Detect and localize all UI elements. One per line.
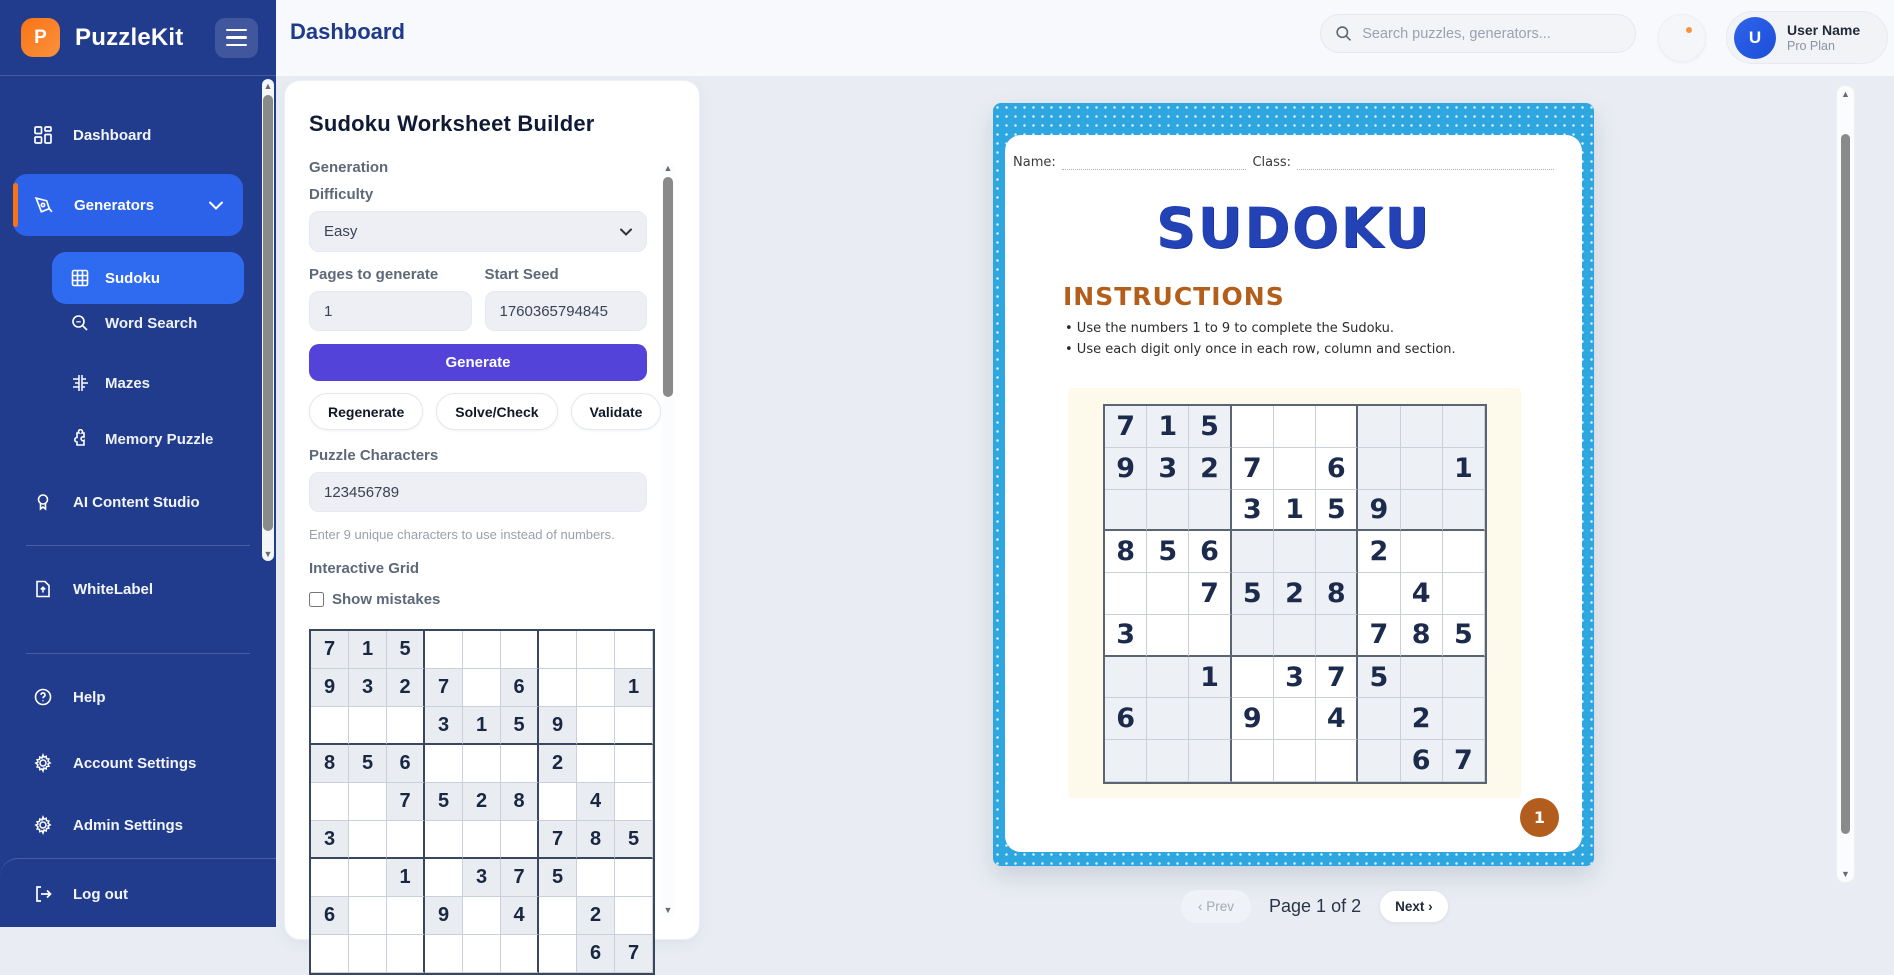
sidebar-item-dashboard[interactable]: [0, 116, 276, 154]
scroll-down-arrow[interactable]: ▼: [262, 549, 274, 559]
preview-sudoku-cell: [1274, 615, 1316, 657]
gear-icon: [33, 753, 53, 773]
preview-sudoku-cell: [1443, 573, 1485, 615]
preview-sudoku-cell: [1147, 740, 1189, 782]
preview-sudoku-cell: [1358, 698, 1400, 740]
sudoku-cell[interactable]: [349, 821, 387, 859]
sudoku-cell[interactable]: 7: [539, 821, 577, 859]
name-line: [1062, 156, 1247, 170]
sudoku-cell[interactable]: 1: [387, 859, 425, 897]
class-label: Class:: [1252, 155, 1291, 170]
preview-sudoku-cell: [1358, 573, 1400, 615]
preview-sudoku-cell: [1147, 615, 1189, 657]
scrollbar-thumb[interactable]: [263, 95, 273, 531]
sudoku-cell[interactable]: 1: [349, 631, 387, 669]
solve-check-button[interactable]: Solve/Check: [436, 393, 557, 430]
sidebar-divider: [26, 653, 250, 654]
preview-sudoku-cell: 5: [1443, 615, 1485, 657]
sudoku-cell[interactable]: [501, 745, 539, 783]
sidebar-item-label: Mazes: [105, 375, 150, 392]
preview-sudoku-cell: [1189, 615, 1231, 657]
preview-sudoku-cell: 9: [1358, 490, 1400, 532]
preview-sudoku-cell: [1316, 406, 1358, 448]
preview-sudoku-cell: 2: [1189, 448, 1231, 490]
search-icon: [1335, 24, 1352, 43]
sudoku-cell[interactable]: 3: [349, 669, 387, 707]
sudoku-cell[interactable]: [463, 745, 501, 783]
sudoku-cell[interactable]: [615, 783, 653, 821]
preview-sudoku-cell: 2: [1401, 698, 1443, 740]
sudoku-cell[interactable]: [615, 859, 653, 897]
sudoku-cell[interactable]: [349, 783, 387, 821]
sudoku-cell[interactable]: [387, 935, 425, 973]
sudoku-cell[interactable]: 5: [349, 745, 387, 783]
sudoku-cell[interactable]: [387, 707, 425, 745]
sidebar: [0, 0, 276, 927]
sidebar-nav: [0, 76, 276, 844]
sudoku-cell[interactable]: [539, 783, 577, 821]
generation-section-label: Generation: [309, 159, 647, 176]
sudoku-cell[interactable]: 5: [501, 707, 539, 745]
worksheet-page: [1005, 135, 1582, 852]
preview-sudoku-cell: [1105, 490, 1147, 532]
difficulty-value: Easy: [324, 223, 357, 240]
puzzle-characters-input[interactable]: [309, 472, 647, 512]
preview-sudoku-cell: 5: [1316, 490, 1358, 532]
sidebar-item-whitelabel[interactable]: [0, 570, 276, 608]
sudoku-cell[interactable]: 6: [387, 745, 425, 783]
preview-sudoku-cell: [1232, 615, 1274, 657]
preview-sudoku-grid: [1103, 404, 1487, 784]
preview-sudoku-cell: [1105, 657, 1147, 699]
seed-label: Start Seed: [485, 266, 648, 283]
sudoku-cell[interactable]: [539, 897, 577, 935]
sudoku-cell[interactable]: 6: [311, 897, 349, 935]
next-page-button[interactable]: Next ›: [1379, 890, 1449, 923]
preview-sudoku-cell: [1189, 740, 1231, 782]
sudoku-cell[interactable]: 2: [463, 783, 501, 821]
sudoku-cell[interactable]: 7: [425, 669, 463, 707]
sidebar-item-label: Sudoku: [105, 270, 160, 287]
sidebar-item-word-search[interactable]: [52, 304, 276, 342]
worksheet-title: SUDOKU: [1005, 196, 1582, 260]
sudoku-cell[interactable]: [463, 935, 501, 973]
interactive-sudoku-grid[interactable]: [309, 629, 655, 975]
sudoku-cell[interactable]: 2: [577, 897, 615, 935]
avatar: U: [1734, 17, 1776, 59]
preview-sudoku-cell: 6: [1401, 740, 1443, 782]
sudoku-cell[interactable]: [311, 707, 349, 745]
sidebar-item-label: Account Settings: [73, 755, 196, 772]
sudoku-cell[interactable]: [577, 745, 615, 783]
prev-page-button[interactable]: ‹ Prev: [1181, 890, 1251, 923]
name-class-row: [1013, 155, 1554, 170]
sidebar-item-label: WhiteLabel: [73, 581, 153, 598]
preview-sudoku-cell: [1401, 657, 1443, 699]
preview-sudoku-cell: [1232, 406, 1274, 448]
sudoku-cell[interactable]: 2: [387, 669, 425, 707]
sudoku-cell[interactable]: 7: [311, 631, 349, 669]
sidebar-item-generators[interactable]: [13, 174, 243, 236]
sudoku-cell[interactable]: [425, 745, 463, 783]
sidebar-item-help[interactable]: [0, 678, 276, 716]
sudoku-cell[interactable]: 2: [539, 745, 577, 783]
preview-sudoku-cell: [1316, 615, 1358, 657]
sidebar-item-label: Admin Settings: [73, 817, 183, 834]
preview-sudoku-cell: 8: [1105, 531, 1147, 573]
search-input[interactable]: [1362, 26, 1621, 42]
sidebar-item-logout[interactable]: [0, 875, 276, 913]
preview-sudoku-cell: [1147, 490, 1189, 532]
sudoku-cell[interactable]: [349, 935, 387, 973]
preview-sudoku-cell: 3: [1147, 448, 1189, 490]
notifications-button[interactable]: [1658, 14, 1706, 62]
sidebar-item-label: Help: [73, 689, 106, 706]
puzzle-background: [1068, 388, 1521, 798]
sidebar-item-account-settings[interactable]: [0, 744, 276, 782]
sudoku-grid-icon: [70, 268, 90, 288]
scroll-down-arrow[interactable]: ▼: [662, 905, 674, 915]
sudoku-cell[interactable]: [539, 631, 577, 669]
pages-input[interactable]: [309, 291, 472, 331]
hamburger-menu-button[interactable]: [215, 18, 258, 58]
name-label: Name:: [1013, 155, 1056, 170]
preview-sudoku-cell: [1274, 531, 1316, 573]
sudoku-cell[interactable]: [615, 631, 653, 669]
sudoku-cell[interactable]: [539, 935, 577, 973]
sudoku-cell[interactable]: [425, 821, 463, 859]
sudoku-cell[interactable]: [349, 707, 387, 745]
sidebar-item-memory-puzzle[interactable]: [52, 420, 276, 458]
puzzle-icon: [70, 429, 90, 449]
preview-sudoku-cell: [1232, 740, 1274, 782]
preview-sudoku-cell: 7: [1232, 448, 1274, 490]
preview-sudoku-cell: [1189, 698, 1231, 740]
page-indicator: Page 1 of 2: [1269, 896, 1361, 917]
sudoku-cell[interactable]: 4: [577, 783, 615, 821]
app-name: PuzzleKit: [75, 24, 215, 52]
sudoku-cell[interactable]: [349, 897, 387, 935]
sudoku-cell[interactable]: [463, 897, 501, 935]
sudoku-cell[interactable]: [387, 897, 425, 935]
sudoku-cell[interactable]: 8: [577, 821, 615, 859]
preview-sudoku-cell: [1147, 698, 1189, 740]
seed-input[interactable]: [485, 291, 648, 331]
preview-sudoku-cell: 4: [1316, 698, 1358, 740]
preview-sudoku-cell: 2: [1358, 531, 1400, 573]
scrollbar-thumb[interactable]: [663, 177, 673, 397]
scroll-down-arrow[interactable]: ▼: [1837, 869, 1854, 879]
interactive-grid-label: Interactive Grid: [309, 560, 647, 577]
preview-pagination: [1181, 890, 1449, 923]
sudoku-cell[interactable]: 8: [501, 783, 539, 821]
preview-sudoku-cell: 7: [1443, 740, 1485, 782]
sudoku-cell[interactable]: [425, 935, 463, 973]
sidebar-item-label: Dashboard: [73, 127, 151, 144]
preview-sudoku-cell: 6: [1105, 698, 1147, 740]
sidebar-item-admin-settings[interactable]: [0, 806, 276, 844]
puzzle-characters-hint: Enter 9 unique characters to use instead of numbers.: [309, 527, 647, 542]
user-plan: Pro Plan: [1787, 39, 1860, 53]
sudoku-cell[interactable]: 3: [425, 707, 463, 745]
preview-sudoku-cell: 5: [1189, 406, 1231, 448]
page-title: Dashboard: [290, 19, 405, 45]
preview-sudoku-cell: 7: [1189, 573, 1231, 615]
preview-sudoku-cell: 5: [1147, 531, 1189, 573]
sudoku-cell[interactable]: [501, 935, 539, 973]
sidebar-item-label: Memory Puzzle: [105, 431, 213, 448]
sudoku-cell[interactable]: [539, 669, 577, 707]
sidebar-item-ai-content-studio[interactable]: [0, 483, 276, 521]
validate-button[interactable]: Validate: [571, 393, 662, 430]
search-bar[interactable]: [1320, 14, 1636, 53]
sidebar-item-label: Log out: [73, 886, 128, 903]
sidebar-item-label: Generators: [74, 197, 154, 214]
sudoku-cell[interactable]: 6: [577, 935, 615, 973]
sidebar-item-label: AI Content Studio: [73, 494, 200, 511]
sudoku-cell[interactable]: 8: [311, 745, 349, 783]
maze-icon: [70, 373, 90, 393]
sudoku-builder-panel: [284, 80, 700, 940]
notification-dot: [1686, 27, 1692, 33]
preview-sudoku-cell: [1443, 531, 1485, 573]
sudoku-cell[interactable]: 9: [539, 707, 577, 745]
sudoku-cell[interactable]: [577, 707, 615, 745]
preview-sudoku-cell: [1443, 490, 1485, 532]
sudoku-cell[interactable]: [387, 821, 425, 859]
sudoku-cell[interactable]: 5: [425, 783, 463, 821]
preview-sudoku-cell: 7: [1358, 615, 1400, 657]
sudoku-cell[interactable]: 1: [463, 707, 501, 745]
active-accent-bar: [13, 183, 18, 227]
preview-sudoku-cell: [1274, 698, 1316, 740]
logo-letter: P: [34, 27, 47, 49]
preview-sudoku-cell: 9: [1105, 448, 1147, 490]
scrollbar-thumb[interactable]: [1841, 134, 1850, 834]
sudoku-cell[interactable]: [501, 631, 539, 669]
sudoku-cell[interactable]: [425, 859, 463, 897]
sudoku-cell[interactable]: [463, 631, 501, 669]
sidebar-divider: [26, 545, 250, 546]
word-search-icon: [70, 313, 90, 333]
preview-sudoku-cell: 4: [1401, 573, 1443, 615]
file-upload-icon: [33, 579, 53, 599]
sudoku-cell[interactable]: [463, 669, 501, 707]
sidebar-item-label: Word Search: [105, 315, 197, 332]
preview-sudoku-cell: [1189, 490, 1231, 532]
sudoku-cell[interactable]: [577, 669, 615, 707]
sudoku-cell[interactable]: [311, 935, 349, 973]
preview-sudoku-cell: [1316, 740, 1358, 782]
preview-sudoku-cell: 7: [1316, 657, 1358, 699]
sudoku-cell[interactable]: [311, 859, 349, 897]
preview-sudoku-cell: 6: [1316, 448, 1358, 490]
preview-sudoku-cell: [1443, 406, 1485, 448]
sudoku-cell[interactable]: 7: [615, 935, 653, 973]
sudoku-cell[interactable]: 3: [463, 859, 501, 897]
dashboard-icon: [33, 125, 53, 145]
scroll-up-arrow[interactable]: ▲: [662, 163, 674, 173]
sudoku-cell[interactable]: 5: [387, 631, 425, 669]
preview-sudoku-cell: 7: [1105, 406, 1147, 448]
preview-sudoku-cell: 5: [1232, 573, 1274, 615]
preview-sudoku-cell: 8: [1401, 615, 1443, 657]
regenerate-button[interactable]: Regenerate: [309, 393, 423, 430]
preview-sudoku-cell: [1147, 573, 1189, 615]
preview-sudoku-cell: [1401, 490, 1443, 532]
preview-sudoku-cell: 5: [1358, 657, 1400, 699]
help-icon: [33, 687, 53, 707]
preview-sudoku-cell: 1: [1147, 406, 1189, 448]
sudoku-cell[interactable]: 3: [311, 821, 349, 859]
scroll-up-arrow[interactable]: ▲: [1837, 89, 1854, 99]
preview-sudoku-cell: [1274, 406, 1316, 448]
preview-sudoku-cell: [1443, 698, 1485, 740]
preview-sudoku-cell: 1: [1189, 657, 1231, 699]
preview-sudoku-cell: 3: [1232, 490, 1274, 532]
top-header: [276, 0, 1894, 77]
preview-sudoku-cell: [1401, 406, 1443, 448]
difficulty-label: Difficulty: [309, 186, 647, 203]
preview-sudoku-cell: 1: [1274, 490, 1316, 532]
show-mistakes-label: Show mistakes: [332, 591, 440, 608]
app-logo: [21, 18, 60, 57]
preview-sudoku-cell: 3: [1105, 615, 1147, 657]
sudoku-cell[interactable]: [501, 821, 539, 859]
generate-button[interactable]: Generate: [309, 344, 647, 381]
sudoku-cell[interactable]: 7: [501, 859, 539, 897]
preview-sudoku-cell: [1274, 448, 1316, 490]
class-line: [1297, 156, 1554, 170]
sudoku-cell[interactable]: 5: [539, 859, 577, 897]
panel-title: Sudoku Worksheet Builder: [309, 111, 647, 137]
preview-sudoku-cell: [1358, 740, 1400, 782]
preview-sudoku-cell: 6: [1189, 531, 1231, 573]
main-content: [276, 77, 1894, 927]
preview-sudoku-cell: [1358, 448, 1400, 490]
pages-label: Pages to generate: [309, 266, 472, 283]
sudoku-cell[interactable]: 5: [615, 821, 653, 859]
sidebar-header: [0, 0, 276, 76]
preview-sudoku-cell: [1147, 657, 1189, 699]
preview-sudoku-cell: [1401, 448, 1443, 490]
instruction-line: • Use each digit only once in each row, column and section.: [1065, 342, 1582, 357]
preview-sudoku-cell: [1316, 531, 1358, 573]
sudoku-cell[interactable]: [615, 745, 653, 783]
preview-sudoku-cell: 2: [1274, 573, 1316, 615]
sudoku-cell[interactable]: [425, 631, 463, 669]
gear-icon: [33, 815, 53, 835]
sudoku-cell[interactable]: [463, 821, 501, 859]
sudoku-cell[interactable]: 7: [387, 783, 425, 821]
sudoku-cell[interactable]: [615, 897, 653, 935]
logout-icon: [33, 884, 53, 904]
preview-sudoku-cell: 1: [1443, 448, 1485, 490]
chevron-down-icon: [620, 228, 632, 236]
preview-sudoku-cell: 8: [1316, 573, 1358, 615]
panel-scrollbar[interactable]: [662, 161, 674, 919]
preview-sudoku-cell: [1232, 657, 1274, 699]
user-name: User Name: [1787, 22, 1860, 39]
sudoku-cell[interactable]: [577, 631, 615, 669]
sudoku-cell[interactable]: [577, 859, 615, 897]
preview-sudoku-cell: [1401, 531, 1443, 573]
instructions-title: INSTRUCTIONS: [1063, 282, 1582, 311]
chevron-down-icon: [209, 201, 223, 210]
sudoku-cell[interactable]: [311, 783, 349, 821]
logout-section: [0, 858, 276, 927]
preview-sudoku-cell: [1274, 740, 1316, 782]
worksheet-preview: [993, 103, 1594, 866]
preview-sudoku-cell: [1443, 657, 1485, 699]
sudoku-cell[interactable]: 4: [501, 897, 539, 935]
user-menu[interactable]: [1726, 11, 1888, 64]
preview-sudoku-cell: [1232, 531, 1274, 573]
sidebar-item-mazes[interactable]: [52, 364, 276, 402]
preview-scrollbar[interactable]: [1836, 85, 1855, 883]
preview-sudoku-cell: [1358, 406, 1400, 448]
sudoku-cell[interactable]: [349, 859, 387, 897]
difficulty-select[interactable]: [309, 211, 647, 252]
pen-nib-icon: [33, 195, 54, 216]
sidebar-scrollbar[interactable]: [262, 79, 274, 561]
sudoku-cell[interactable]: 1: [615, 669, 653, 707]
preview-sudoku-cell: 3: [1274, 657, 1316, 699]
preview-sudoku-cell: 9: [1232, 698, 1274, 740]
show-mistakes-checkbox[interactable]: [309, 592, 324, 607]
sudoku-cell[interactable]: [615, 707, 653, 745]
preview-sudoku-cell: [1105, 740, 1147, 782]
preview-sudoku-cell: [1105, 573, 1147, 615]
instruction-line: • Use the numbers 1 to 9 to complete the Sudoku.: [1065, 321, 1582, 336]
sudoku-cell[interactable]: 9: [425, 897, 463, 935]
sudoku-cell[interactable]: 9: [311, 669, 349, 707]
scroll-up-arrow[interactable]: ▲: [262, 81, 274, 91]
puzzle-characters-label: Puzzle Characters: [309, 447, 647, 464]
page-number-badge: 1: [1520, 798, 1559, 837]
ribbon-icon: [33, 492, 53, 512]
sidebar-item-sudoku[interactable]: [52, 252, 244, 304]
sudoku-cell[interactable]: 6: [501, 669, 539, 707]
